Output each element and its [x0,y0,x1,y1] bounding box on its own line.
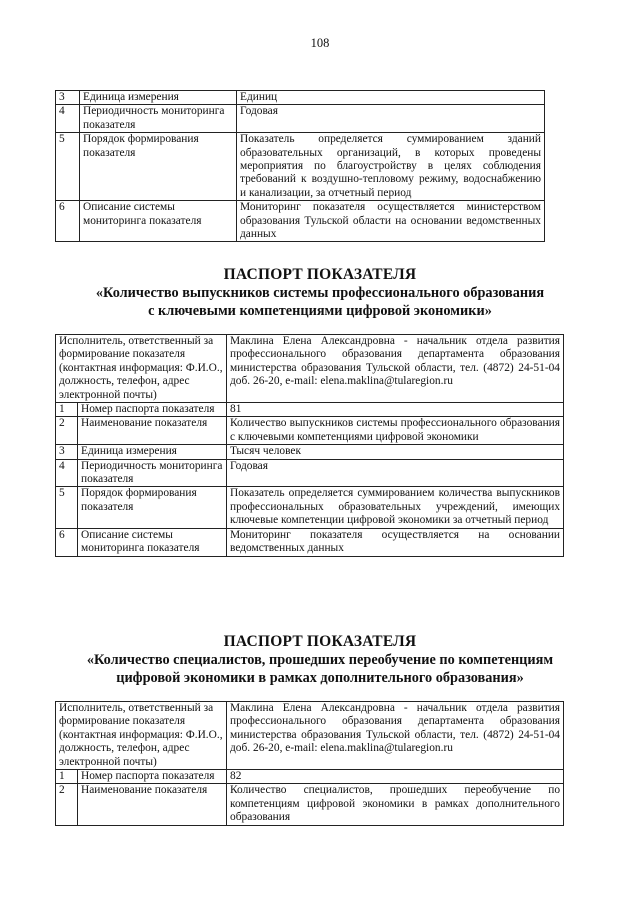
row-value: Количество специалистов, прошедших переобучение по компетенциям цифровой экономики в рамках дополнительного образования [227,784,564,825]
passport-subtitle-line1: «Количество выпускников системы профессионального образования [95,285,545,301]
row-value: Показатель определяется суммированием зданий образовательных организаций, в которых проведены мероприятия по благоустройству в целях соблюдения требований к воздушно-тепловому режиму, водоснабжению и канализации, за отчетный период [237,133,545,201]
row-value: 81 [227,403,564,417]
row-label: Описание системы мониторинга показателя [78,528,227,556]
row-number: 1 [56,403,78,417]
table-row [56,487,564,528]
table-row-executor [56,335,564,403]
passport-title: ПАСПОРТ ПОКАЗАТЕЛЯ [223,266,417,283]
row-number: 5 [56,487,78,528]
row-number: 4 [56,459,78,487]
row-number: 4 [56,105,80,133]
row-label: Единица измерения [80,91,237,105]
row-label: Единица измерения [78,445,227,459]
passport-table-81 [55,334,564,557]
table-row [56,445,564,459]
row-label: Номер паспорта показателя [78,770,227,784]
passport-title: ПАСПОРТ ПОКАЗАТЕЛЯ [223,633,417,650]
row-label: Порядок формирования показателя [80,133,237,201]
table-row [56,459,564,487]
row-value: Мониторинг показателя осуществляется на основании ведомственных данных [227,528,564,556]
table-continued [55,90,545,242]
page-number: 108 [310,36,330,50]
row-value: Тысяч человек [227,445,564,459]
row-label: Описание системы мониторинга показателя [80,201,237,242]
row-value: Количество выпускников системы профессионального образования с ключевыми компетенциями цифровой экономики [227,417,564,445]
passport-heading-82 [0,633,640,687]
row-label: Периодичность мониторинга показателя [78,459,227,487]
row-value: Годовая [237,105,545,133]
table-row-executor [56,702,564,770]
row-value: Мониторинг показателя осуществляется министерством образования Тульской области на основании ведомственных данных [237,201,545,242]
executor-value: Маклина Елена Александровна - начальник отдела развития профессионального образования департамента образования министерства образования Тульской области, тел. (4872) 24-51-04 доб. 26-20, e-mail: elena.maklina@tularegion.ru [227,702,564,770]
row-number: 6 [56,528,78,556]
row-number: 5 [56,133,80,201]
row-value: 82 [227,770,564,784]
row-label: Периодичность мониторинга показателя [80,105,237,133]
table-row [56,91,545,105]
row-label: Номер паспорта показателя [78,403,227,417]
table-row [56,105,545,133]
row-number: 2 [56,784,78,825]
row-value: Единиц [237,91,545,105]
passport-table-82 [55,701,564,826]
table-row [56,528,564,556]
table-row [56,201,545,242]
table-row [56,403,564,417]
row-number: 6 [56,201,80,242]
row-number: 3 [56,91,80,105]
passport-subtitle-line2: с ключевыми компетенциями цифровой экономики» [148,303,492,319]
passport-subtitle-line2: цифровой экономики в рамках дополнительного образования» [116,670,524,686]
row-number: 2 [56,417,78,445]
executor-label: Исполнитель, ответственный за формирование показателя (контактная информация: Ф.И.О., должность, телефон, адрес электронной почты) [56,335,227,403]
passport-heading-81 [0,266,640,320]
passport-subtitle-line1: «Количество специалистов, прошедших переобучение по компетенциям [86,652,554,668]
row-number: 3 [56,445,78,459]
row-value: Показатель определяется суммированием количества выпускников профессиональных образовательных учреждений, имеющих ключевые компетенции цифровой экономики за отчетный период [227,487,564,528]
row-number: 1 [56,770,78,784]
table-row [56,784,564,825]
row-label: Наименование показателя [78,784,227,825]
table-row [56,770,564,784]
table-row [56,417,564,445]
row-label: Наименование показателя [78,417,227,445]
table-row [56,133,545,201]
row-value: Годовая [227,459,564,487]
row-label: Порядок формирования показателя [78,487,227,528]
executor-value: Маклина Елена Александровна - начальник отдела развития профессионального образования департамента образования министерства образования Тульской области, тел. (4872) 24-51-04 доб. 26-20, e-mail: elena.maklina@tularegion.ru [227,335,564,403]
executor-label: Исполнитель, ответственный за формирование показателя (контактная информация: Ф.И.О., должность, телефон, адрес электронной почты) [56,702,227,770]
